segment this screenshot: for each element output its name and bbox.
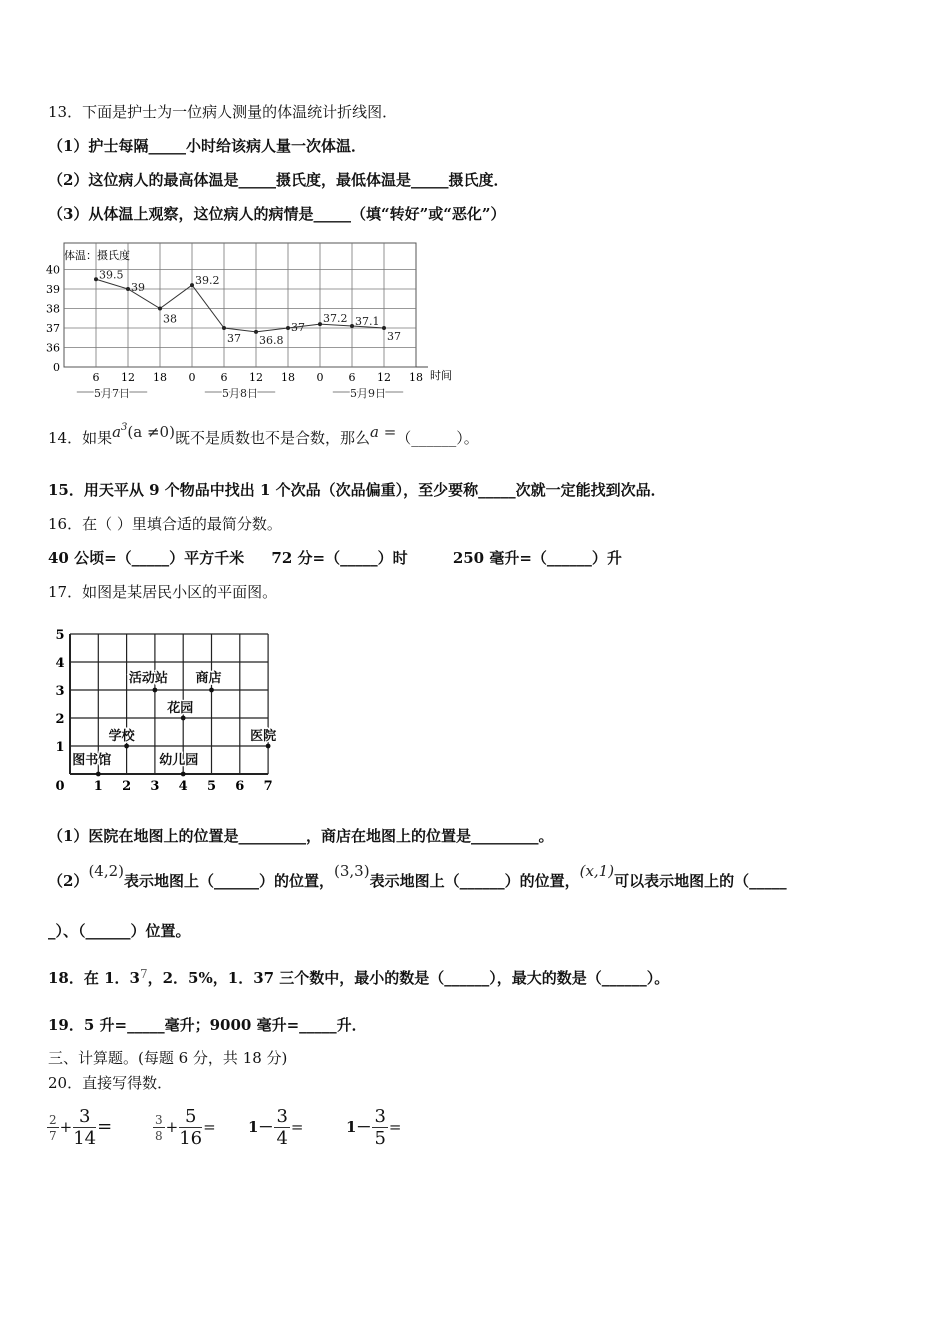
chart-x-tick-label: 18 (409, 371, 423, 384)
q17-sub2 (48, 862, 787, 891)
q20-e3-d: 4 (276, 1128, 288, 1149)
q20-e1-frac2 (73, 1108, 96, 1148)
chart-data-point (158, 307, 162, 311)
q14-expr-base: a (112, 423, 122, 441)
q17-sub2-cont: _）、（______）位置。 (48, 922, 191, 940)
chart-x-label: 时间 (430, 369, 452, 382)
chart-data-label: 37 (387, 330, 401, 343)
chart-data-label: 39.5 (99, 268, 124, 282)
q20-e1-n2: 3 (73, 1108, 96, 1128)
q20-e4-whole: 1－ (346, 1118, 372, 1136)
q16-c: 250 毫升=（______）升 (452, 549, 622, 567)
chart-data-point (350, 324, 354, 328)
chart-data-label: 38 (163, 312, 177, 326)
q15-text: 15．用天平从 9 个物品中找出 1 个次品（次品偏重），至少要称_____次就一定能找到次品． (48, 481, 666, 499)
q20-e1-d2: 14 (73, 1128, 97, 1149)
chart-data-point (190, 283, 194, 287)
q20-e2-eq: = (203, 1118, 216, 1136)
q19-text: 19．5 升=_____毫升；9000 毫升=_____升． (48, 1016, 367, 1034)
chart-data-label: 36.8 (259, 333, 284, 347)
q13-sub2: （2）这位病人的最高体温是_____摄氏度，最低体温是_____摄氏度． (48, 171, 509, 189)
q14-expr (112, 423, 175, 441)
q20-e4-frac (372, 1108, 387, 1148)
chart-day-label: 5月8日 (222, 387, 258, 400)
map-place-label: 图书馆 (72, 753, 112, 768)
chart-data-point (222, 326, 226, 330)
q13-sub1: （1）护士每隔_____小时给该病人量一次体温． (48, 137, 366, 155)
chart-x-tick-label: 0 (188, 371, 196, 384)
map-x-tick-label: 6 (235, 779, 245, 794)
q17-point3: (x,1) (579, 862, 615, 880)
map-x-tick-label: 7 (263, 779, 273, 794)
map-place-point (153, 688, 158, 693)
q14-expr-cond: (a ≠0) (127, 423, 175, 441)
chart-data-label: 39.2 (195, 274, 220, 288)
q20-expr-3 (248, 1108, 303, 1148)
q20-e1-frac1 (47, 1114, 59, 1142)
chart-data-label: 37.1 (355, 315, 380, 329)
map-x-tick-label: 0 (55, 779, 65, 794)
chart-data-label: 37 (291, 321, 305, 334)
map-place-label: 活动站 (128, 671, 168, 686)
chart-y-tick-label: 38 (46, 302, 60, 316)
chart-data-point (382, 326, 386, 330)
q20-expr-2 (152, 1108, 216, 1148)
map-y-tick-label: 1 (55, 740, 65, 755)
chart-data-point (254, 330, 258, 334)
map-y-tick-label: 4 (55, 656, 65, 671)
q17-sub2-c: 可以表示地图上的（_____ (614, 872, 787, 890)
chart-x-tick-label: 0 (316, 371, 324, 384)
map-y-tick-label: 2 (55, 712, 65, 727)
chart-data-point (94, 277, 98, 281)
q14-expr-exp: 3 (121, 422, 128, 433)
q14-suffix: （______）。 (396, 429, 479, 447)
q16-a: 40 公顷=（_____）平方千米 (48, 549, 245, 567)
map-y-ticks (55, 628, 64, 755)
map-place-point (209, 688, 214, 693)
map-place-point (96, 772, 101, 777)
q18-part-a: 18．在 1．3 (48, 969, 140, 987)
q17-sub2-b: 表示地图上（______）的位置， (369, 872, 580, 890)
map-places (72, 670, 276, 776)
q20-expr-1 (46, 1108, 112, 1148)
q20-e3-whole: 1－ (248, 1118, 274, 1136)
q14-line (48, 422, 479, 451)
q20-e3-eq: = (290, 1118, 304, 1136)
chart-x-tick-label: 12 (249, 371, 263, 384)
map-place-point (181, 772, 186, 777)
map-x-tick-label: 2 (122, 779, 132, 794)
chart-x-tick-label: 6 (348, 371, 356, 384)
chart-y-tick-label: 37 (46, 322, 60, 335)
temperature-line-chart (40, 242, 480, 402)
map-place-label: 商店 (195, 671, 222, 686)
q20-e2-d2: 16 (179, 1128, 203, 1149)
map-y-tick-label: 3 (55, 684, 65, 699)
map-x-tick-label: 5 (206, 779, 217, 794)
q17-title: 17．如图是某居民小区的平面图。 (48, 583, 278, 601)
chart-title: 体温：摄氏度 (64, 249, 130, 262)
q17-sub2-a: 表示地图上（______）的位置， (124, 872, 335, 890)
chart-data-label: 39 (131, 281, 145, 294)
q20-expr-4 (346, 1108, 401, 1148)
q14-prefix: 14．如果 (48, 429, 113, 447)
q20-e4-d: 5 (374, 1128, 386, 1149)
q18-line (48, 968, 669, 989)
q13-title: 13．下面是护士为一位病人测量的体温统计折线图． (48, 103, 398, 121)
q14-var (370, 423, 396, 441)
q14-var-eq: = (378, 423, 397, 441)
q20-e1-eq: = (97, 1116, 113, 1137)
community-map (48, 626, 288, 804)
chart-data-point (286, 326, 290, 330)
chart-y-tick-label: 36 (46, 341, 60, 355)
q20-e2-d1: 8 (155, 1129, 163, 1143)
chart-x-tick-label: 18 (153, 371, 167, 384)
chart-x-tick-label: 6 (92, 371, 100, 384)
map-place-label: 医院 (250, 729, 277, 744)
q20-e2-frac1 (153, 1114, 165, 1142)
section3-title: 三、计算题。(每题 6 分，共 18 分) (48, 1049, 288, 1067)
q17-point1: (4,2) (88, 862, 124, 880)
chart-y-tick-label: 39 (46, 283, 60, 296)
q20-e2-frac2 (179, 1108, 202, 1148)
chart-x-ticks (93, 371, 424, 384)
q20-e4-n: 3 (374, 1106, 386, 1127)
chart-y-tick-label: 40 (46, 263, 60, 277)
map-place-label: 幼儿园 (159, 753, 199, 768)
q18-part-b: ，2．5%，1．37 三个数中，最小的数是（______），最大的数是（______）。 (147, 969, 670, 987)
map-x-ticks (55, 779, 272, 794)
map-x-tick-label: 4 (178, 779, 188, 794)
q14-mid: 既不是质数也不是合数，那么 (174, 429, 370, 447)
q16-b: 72 分=（_____）时 (271, 549, 408, 567)
map-place-point (181, 716, 186, 721)
chart-data-label: 37 (227, 332, 241, 345)
q13-sub3: （3）从体温上观察，这位病人的病情是_____（填“转好”或“恶化”） (48, 205, 506, 223)
map-y-tick-label: 5 (55, 628, 65, 643)
q20-e1-n1: 2 (49, 1113, 57, 1127)
q20-e1-op: + (59, 1118, 73, 1136)
chart-y-ticks (46, 264, 60, 375)
q17-sub2-prefix: （2） (48, 872, 89, 890)
q16-answers (48, 548, 622, 568)
q17-sub1: （1）医院在地图上的位置是_________，商店在地图上的位置是_________。 (48, 827, 554, 845)
q20-e4-eq: = (388, 1118, 402, 1136)
map-place-point (266, 744, 271, 749)
chart-data-point (126, 287, 130, 291)
q14-var-a: a (369, 423, 379, 441)
chart-series (94, 268, 401, 347)
q20-e1-d1: 7 (49, 1129, 57, 1143)
chart-x-tick-label: 6 (220, 371, 228, 384)
map-place-label: 学校 (108, 729, 135, 744)
chart-x-tick-label: 12 (377, 371, 391, 384)
q16-title: 16．在（ ）里填合适的最简分数。 (48, 515, 282, 533)
chart-day-label: 5月7日 (94, 387, 130, 400)
map-x-tick-label: 1 (93, 779, 103, 794)
q20-title: 20．直接写得数． (48, 1074, 173, 1092)
q20-e2-n2: 5 (179, 1108, 202, 1128)
q18-repeat-digit: 7 (139, 967, 148, 981)
q20-e3-n: 3 (276, 1106, 288, 1127)
q20-e2-op: + (165, 1118, 179, 1136)
q17-point2: (3,3) (334, 862, 370, 880)
chart-x-tick-label: 12 (121, 371, 135, 384)
chart-day-labels (77, 387, 403, 400)
q20-e2-n1: 3 (155, 1113, 163, 1127)
chart-day-label: 5月9日 (350, 387, 386, 400)
map-place-label: 花园 (167, 701, 194, 716)
chart-y-tick-label: 0 (53, 361, 60, 374)
map-place-point (124, 744, 129, 749)
map-x-tick-label: 3 (150, 779, 160, 794)
q20-e3-frac (274, 1108, 289, 1148)
chart-data-label: 37.2 (323, 312, 348, 326)
chart-data-point (318, 322, 322, 326)
chart-x-tick-label: 18 (281, 371, 295, 384)
